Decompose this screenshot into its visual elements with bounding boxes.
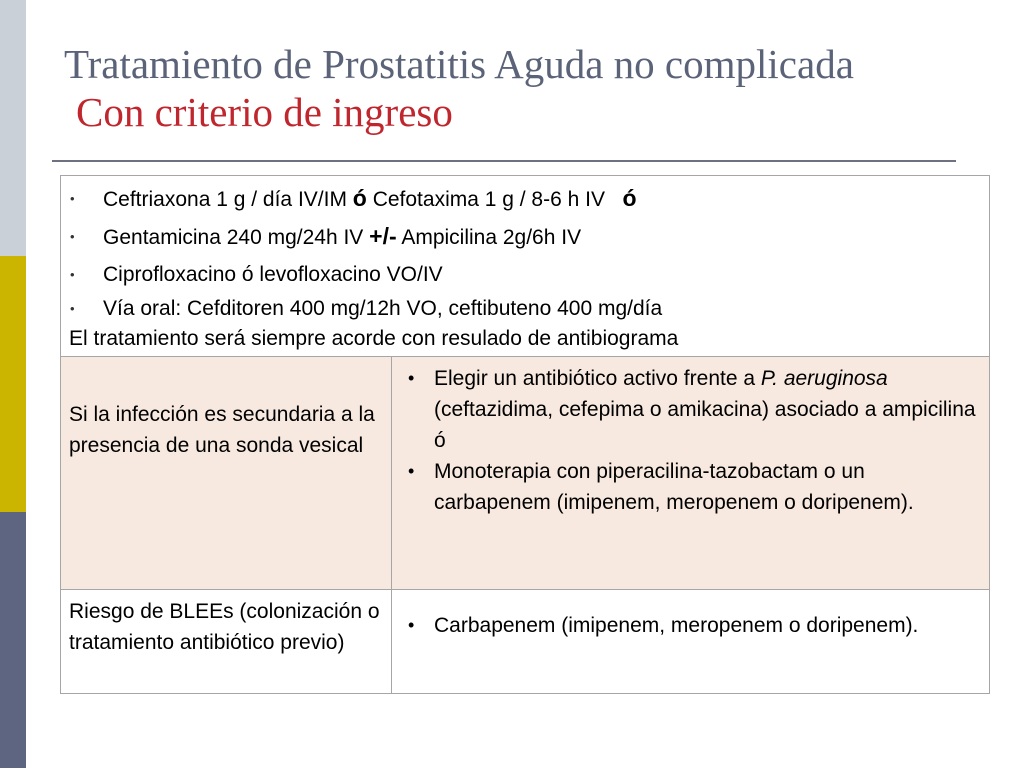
antibiogram-note: El tratamiento será siempre acorde con resulado de antibiograma [69, 327, 679, 350]
table-row-general [61, 176, 990, 357]
sonda-condition-label: Si la infección es secundaria a la presencia de una sonda vesical [61, 357, 392, 590]
title-divider [52, 160, 956, 162]
treatment-option-4: • Vía oral: Cefditoren 400 mg/12h VO, ceftibuteno 400 mg/día [69, 293, 981, 324]
blee-option-1: • Carbapenem (imipenem, meropenem o doripenem). [400, 610, 981, 641]
left-accent-band-top [0, 0, 26, 256]
title-line-2: Con criterio de ingreso [76, 89, 453, 135]
blee-condition-label: Riesgo de BLEEs (colonización o tratamiento antibiótico previo) [61, 590, 392, 694]
left-accent-band-middle [0, 256, 26, 512]
title-line-1: Tratamiento de Prostatitis Aguda no complicada [64, 41, 854, 87]
treatment-table [60, 175, 990, 694]
treatment-option-3: • Ciprofloxacino ó levofloxacino VO/IV [69, 256, 981, 293]
general-treatment-cell [61, 176, 990, 357]
sonda-option-2: • Monoterapia con piperacilina-tazobactam o un carbapenem (imipenem, meropenem o doripenem). [400, 456, 981, 518]
treatment-option-1: • Ceftriaxona 1 g / día IV/IM ó Cefotaxima 1 g / 8-6 h IV ó [69, 180, 981, 218]
slide-title [64, 40, 854, 136]
sonda-treatment-cell [392, 357, 990, 590]
left-accent-band-bottom [0, 512, 26, 768]
blee-treatment-cell [392, 590, 990, 694]
table-row-blee [61, 590, 990, 694]
treatment-option-2: • Gentamicina 240 mg/24h IV +/- Ampicilina 2g/6h IV [69, 218, 981, 256]
sonda-option-1: • Elegir un antibiótico activo frente a P. aeruginosa (ceftazidima, cefepima o amikacina) asociado a ampicilina ó [400, 363, 981, 456]
table-row-sonda [61, 357, 990, 590]
